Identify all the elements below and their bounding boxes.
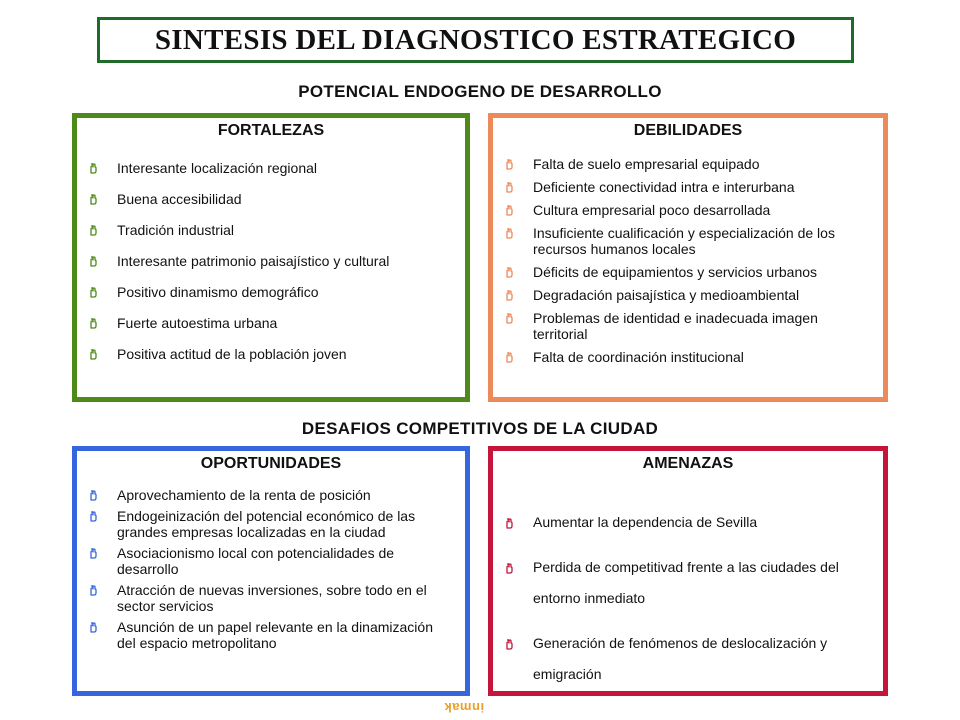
fortalezas-item-text: Positivo dinamismo demográfico <box>117 284 319 300</box>
title-box <box>97 17 854 63</box>
hand-pointer-icon <box>503 202 515 218</box>
hand-pointer-icon <box>87 253 99 269</box>
fortalezas-item <box>87 315 465 331</box>
debilidades-item-text: Déficits de equipamientos y servicios urbanos <box>533 264 818 280</box>
hand-pointer-icon <box>503 628 515 659</box>
hand-pointer-icon <box>503 507 515 538</box>
hand-pointer-icon <box>87 284 99 300</box>
amenazas-panel <box>488 446 888 696</box>
page-title: SINTESIS DEL DIAGNOSTICO ESTRATEGICO <box>154 23 797 56</box>
oportunidades-item <box>87 545 455 577</box>
logo: inmak <box>444 700 485 715</box>
fortalezas-item <box>87 191 465 207</box>
debilidades-item <box>503 264 873 280</box>
hand-pointer-icon <box>503 225 515 241</box>
amenazas-item-text: Perdida de competitivad frente a las ciudades del entorno inmediato <box>533 559 839 606</box>
oportunidades-item-text: Endogeinización del potencial económico de las grandes empresas localizadas en la ciudad <box>117 508 416 540</box>
debilidades-item-text: Cultura empresarial poco desarrollada <box>533 202 771 218</box>
hand-pointer-icon <box>87 346 99 362</box>
debilidades-item-text: Deficiente conectividad intra e interurbana <box>533 179 795 195</box>
fortalezas-item-text: Tradición industrial <box>117 222 234 238</box>
debilidades-item-text: Falta de coordinación institucional <box>533 349 744 365</box>
debilidades-item-text: Insuficiente cualificación y especialización de los recursos humanos locales <box>533 225 835 257</box>
debilidades-item <box>503 179 873 195</box>
oportunidades-item <box>87 508 455 540</box>
oportunidades-item <box>87 619 455 651</box>
debilidades-list <box>503 156 873 365</box>
fortalezas-panel <box>72 113 470 402</box>
oportunidades-item <box>87 487 455 503</box>
hand-pointer-icon <box>503 552 515 583</box>
hand-pointer-icon <box>87 582 99 598</box>
debilidades-item <box>503 202 873 218</box>
amenazas-item-text: Aumentar la dependencia de Sevilla <box>533 514 758 530</box>
fortalezas-item <box>87 284 465 300</box>
fortalezas-item-text: Fuerte autoestima urbana <box>117 315 278 331</box>
fortalezas-item <box>87 253 465 269</box>
fortalezas-item <box>87 222 465 238</box>
hand-pointer-icon <box>87 619 99 635</box>
amenazas-item-text: Generación de fenómenos de deslocalización y emigración <box>533 635 828 682</box>
oportunidades-item-text: Asociacionismo local con potencialidades de desarrollo <box>117 545 395 577</box>
debilidades-item <box>503 225 873 257</box>
fortalezas-item <box>87 346 465 362</box>
fortalezas-title: FORTALEZAS <box>217 122 325 139</box>
fortalezas-item-text: Interesante localización regional <box>117 160 318 176</box>
hand-pointer-icon <box>503 264 515 280</box>
hand-pointer-icon <box>503 156 515 172</box>
debilidades-panel <box>488 113 888 402</box>
hand-pointer-icon <box>87 487 99 503</box>
hand-pointer-icon <box>503 287 515 303</box>
fortalezas-item-text: Buena accesibilidad <box>117 191 242 207</box>
debilidades-item-text: Degradación paisajística y medioambiental <box>533 287 800 303</box>
debilidades-item <box>503 310 873 342</box>
amenazas-item <box>503 552 873 614</box>
oportunidades-panel <box>72 446 470 696</box>
hand-pointer-icon <box>87 315 99 331</box>
oportunidades-list <box>87 487 455 651</box>
hand-pointer-icon <box>503 349 515 365</box>
oportunidades-item-text: Asunción de un papel relevante en la dinamización del espacio metropolitano <box>117 619 433 651</box>
debilidades-item <box>503 287 873 303</box>
hand-pointer-icon <box>87 160 99 176</box>
oportunidades-item-text: Aprovechamiento de la renta de posición <box>117 487 371 503</box>
oportunidades-item-text: Atracción de nuevas inversiones, sobre todo en el sector servicios <box>117 582 427 614</box>
amenazas-item <box>503 507 873 538</box>
section-heading-potencial: POTENCIAL ENDOGENO DE DESARROLLO <box>298 82 662 101</box>
debilidades-title: DEBILIDADES <box>633 122 743 139</box>
debilidades-item <box>503 156 873 172</box>
amenazas-item <box>503 628 873 690</box>
debilidades-item-text: Problemas de identidad e inadecuada imagen territorial <box>533 310 818 342</box>
debilidades-item <box>503 349 873 365</box>
amenazas-list <box>503 507 873 690</box>
oportunidades-item <box>87 582 455 614</box>
section-heading-desafios: DESAFIOS COMPETITIVOS DE LA CIUDAD <box>301 419 659 438</box>
oportunidades-title: OPORTUNIDADES <box>200 455 342 472</box>
fortalezas-item <box>87 160 465 176</box>
hand-pointer-icon <box>87 545 99 561</box>
debilidades-item-text: Falta de suelo empresarial equipado <box>533 156 760 172</box>
hand-pointer-icon <box>503 310 515 326</box>
hand-pointer-icon <box>503 179 515 195</box>
amenazas-title: AMENAZAS <box>642 455 734 472</box>
hand-pointer-icon <box>87 191 99 207</box>
fortalezas-item-text: Interesante patrimonio paisajístico y cultural <box>117 253 390 269</box>
hand-pointer-icon <box>87 508 99 524</box>
fortalezas-list <box>87 160 465 362</box>
hand-pointer-icon <box>87 222 99 238</box>
fortalezas-item-text: Positiva actitud de la población joven <box>117 346 347 362</box>
